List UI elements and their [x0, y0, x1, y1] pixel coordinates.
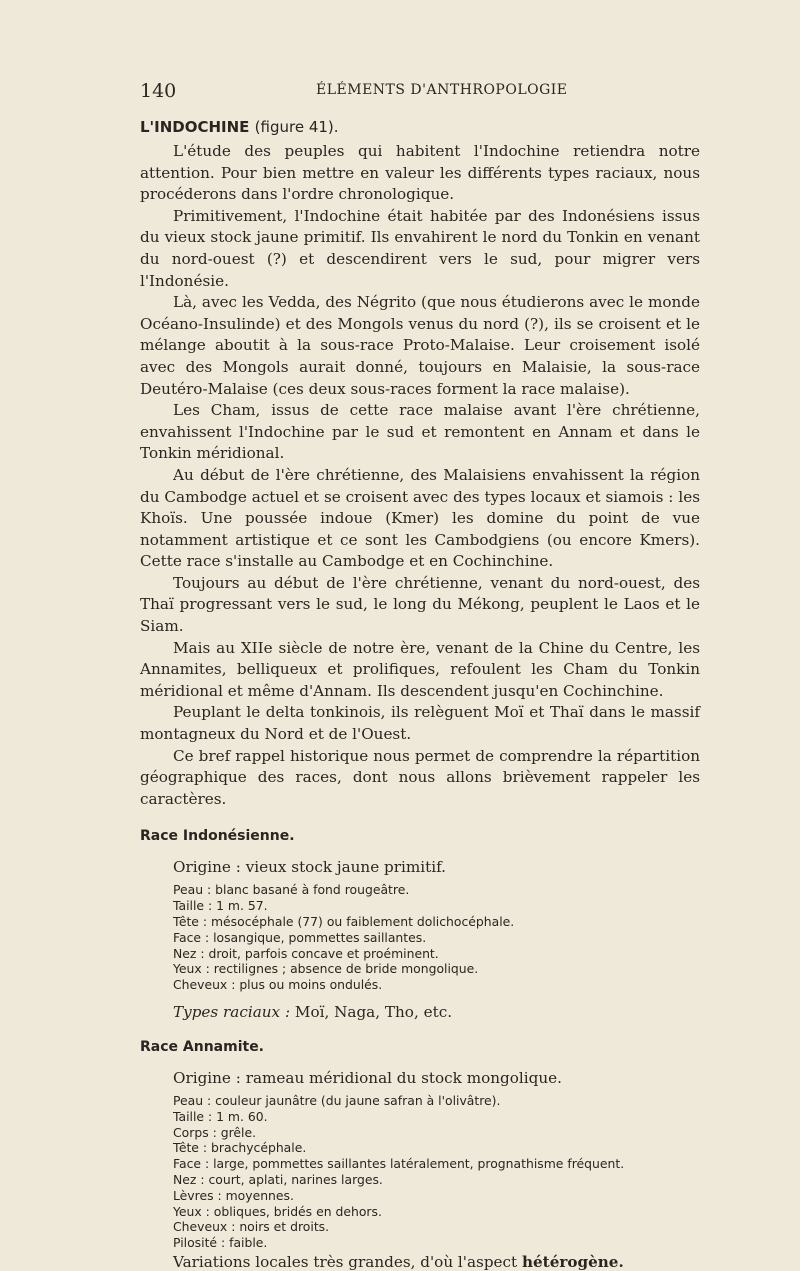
paragraph: Là, avec les Vedda, des Négrito (que nous étudierons avec le monde Océano-Insulinde) et des Mongols venus du nord (?), ils se croisent et le mélange aboutit à la sous-race Proto-Malaise. Leur croisement isolé avec des Mongols aurait donné, toujours en Malaisie, la sous-race Deutéro-Malaise (ces deux sous-races forment la race malaise). — [140, 293, 700, 398]
paragraph: Toujours au début de l'ère chrétienne, venant du nord-ouest, des Thaï progressant vers le sud, le long du Mékong, peuplent le Laos et le Siam. — [140, 573, 700, 636]
trait-item: Peau : couleur jaunâtre (du jaune safran à l'olivâtre). — [173, 1092, 501, 1108]
trait-item: Pilosité : faible. — [173, 1235, 268, 1251]
trait-item: Tête : mésocéphale (77) ou faiblement dolichocéphale. — [173, 914, 515, 929]
variations-text: Variations locales très grandes, d'où l'aspect — [173, 1252, 518, 1271]
section-title — [140, 118, 700, 136]
trait-item: Peau : blanc basané à fond rougeâtre. — [173, 882, 410, 898]
paragraph: Mais au XIIe siècle de notre ère, venant de la Chine du Centre, les Annamites, belliqueux et prolifiques, refoulent les Cham du Tonkin méridional et même d'Annam. Ils descendent jusqu'en Cochinchine. — [140, 638, 700, 700]
race-indonesienne-traits — [173, 882, 700, 993]
trait-item: Taille : 1 m. 57. — [173, 898, 268, 914]
paragraph: Primitivement, l'Indochine était habitée par des Indonésiens issus du vieux stock jaune primitif. Ils envahirent le nord du Tonkin en venant du nord-ouest (?) et descendirent vers le sud, pour migrer vers l'Indonésie. — [140, 206, 700, 290]
race-indonesienne-origin: Origine : vieux stock jaune primitif. — [173, 858, 446, 877]
paragraph: L'étude des peuples qui habitent l'Indochine retiendra notre attention. Pour bien mettre en valeur les différents types raciaux, nous procéderons dans l'ordre chronologique. — [140, 142, 700, 204]
trait-item: Nez : court, aplati, narines larges. — [173, 1171, 383, 1187]
race-indonesienne-heading: Race Indonésienne. — [140, 828, 295, 845]
trait-item: Face : losangique, pommettes saillantes. — [173, 929, 427, 945]
figure-reference: (figure 41). — [254, 118, 339, 136]
variations-emphasis: hétérogène. — [521, 1252, 624, 1271]
paragraph: Ce bref rappel historique nous permet de comprendre la répartition géographique des races, dont nous allons brièvement rappeler les caractères. — [140, 746, 700, 808]
trait-item: Corps : grêle. — [173, 1124, 257, 1140]
race-indonesienne-types — [173, 1003, 700, 1021]
trait-item: Taille : 1 m. 60. — [173, 1108, 268, 1124]
trait-item: Yeux : obliques, bridés en dehors. — [173, 1203, 382, 1219]
trait-item: Tête : brachycéphale. — [173, 1140, 307, 1156]
race-annamite-origin: Origine : rameau méridional du stock mongolique. — [173, 1068, 562, 1087]
race-annamite-heading: Race Annamite. — [140, 1038, 265, 1055]
page-header — [140, 80, 660, 104]
trait-item: Face : large, pommettes saillantes latéralement, prognathisme fréquent. — [173, 1156, 625, 1172]
paragraph: Au début de l'ère chrétienne, des Malaisiens envahissent la région du Cambodge actuel et se croisent avec des types locaux et siamois : les Khoïs. Une poussée indoue (Kmer) les domine du point de vue notamment artistique et ce sont les Cambodgiens (ou encore Kmers). Cette race s'installe au Cambodge et en Cochinchine. — [140, 465, 700, 571]
trait-item: Nez : droit, parfois concave et proéminent. — [173, 945, 439, 961]
page-number: 140 — [140, 80, 177, 102]
paragraph: Les Cham, issus de cette race malaise avant l'ère chrétienne, envahissent l'Indochine par le sud et remontent en Annam et dans le Tonkin méridional. — [140, 401, 700, 463]
paragraph: Peuplant le delta tonkinois, ils relèguent Moï et Thaï dans le massif montagneux du Nord et de l'Ouest. — [140, 703, 700, 744]
trait-item: Cheveux : plus ou moins ondulés. — [173, 977, 383, 993]
trait-item: Cheveux : noirs et droits. — [173, 1219, 330, 1235]
trait-item: Lèvres : moyennes. — [173, 1187, 294, 1203]
running-title: ÉLÉMENTS D'ANTHROPOLOGIE — [316, 82, 568, 98]
race-annamite-traits — [173, 1093, 700, 1251]
race-annamite-variations — [173, 1253, 700, 1271]
page-body — [140, 118, 700, 1271]
trait-item: Yeux : rectilignes ; absence de bride mongolique. — [173, 961, 479, 977]
types-label: Types raciaux : — [173, 1002, 291, 1021]
section-title-text: L'INDOCHINE — [140, 118, 250, 136]
types-value: Moï, Naga, Tho, etc. — [294, 1002, 453, 1021]
